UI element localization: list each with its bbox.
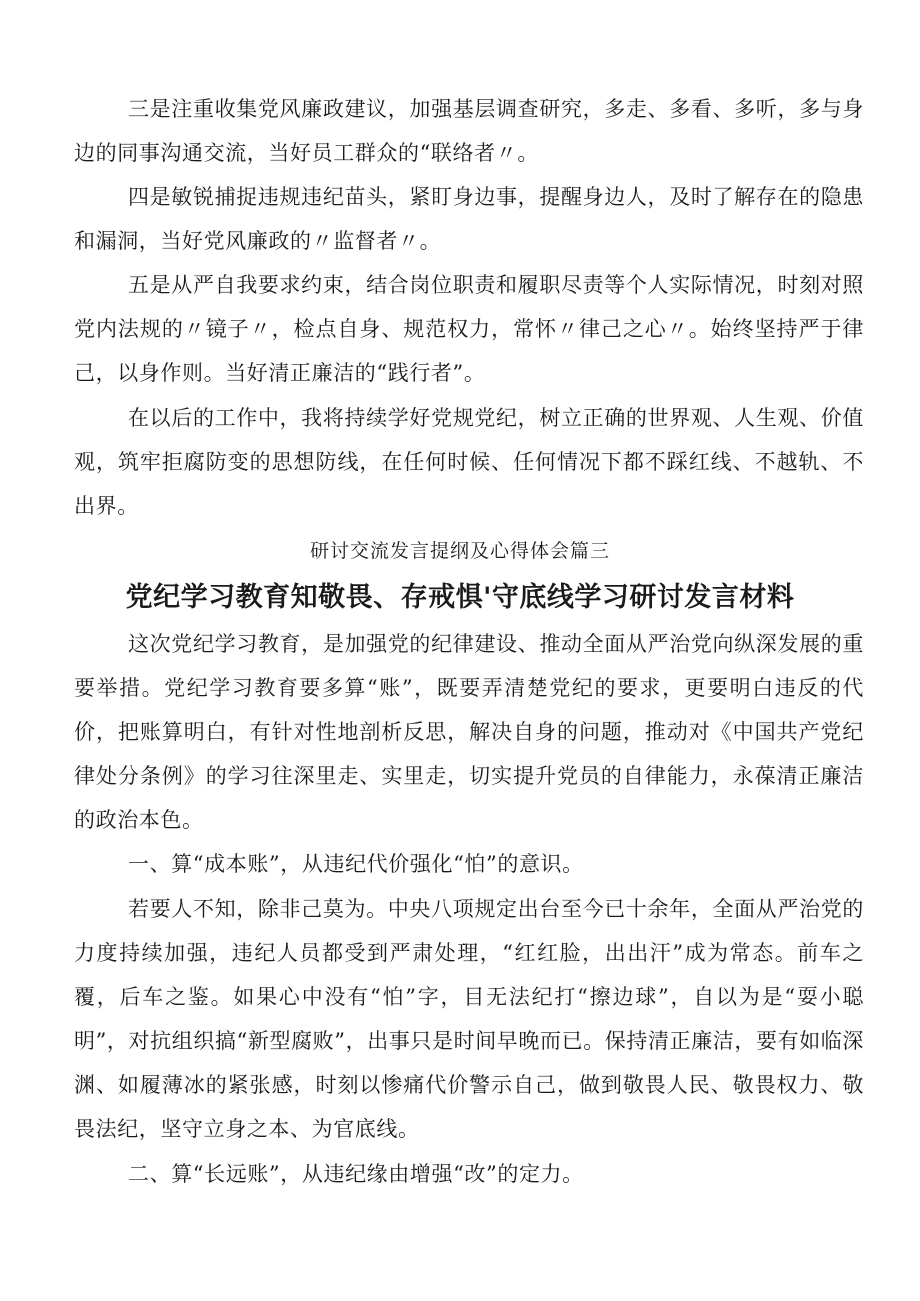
paragraph-practitioner: 五是从严自我要求约束，结合岗位职责和履职尽责等个人实际情况，时刻对照党内法规的〃镜子〃，检点自身、规范权力，常怀〃律己之心〃。始终坚持严于律己，以身作则。当好清正廉洁的“践行者”。 bbox=[74, 273, 864, 385]
paragraph-future-work: 在以后的工作中，我将持续学好党规党纪，树立正确的世界观、人生观、价值观，筑牢拒腐防变的思想防线，在任何时候、任何情况下都不踩红线、不越轨、不出界。 bbox=[74, 406, 864, 518]
paragraph-liaison: 三是注重收集党风廉政建议，加强基层调查研究，多走、多看、多听，多与身边的同事沟通交流，当好员工群众的“联络者〃。 bbox=[74, 97, 864, 165]
article-title: 党纪学习教育知敬畏、存戒惧'守底线学习研讨发言材料 bbox=[125, 582, 795, 613]
section-heading-long-term-account: 二、算“长远账”，从违纪缘由增强“改”的定力。 bbox=[128, 1162, 584, 1186]
paragraph-introduction: 这次党纪学习教育，是加强党的纪律建设、推动全面从严治党向纵深发展的重要举措。党纪学习教育要多算“账”，既要弄清楚党纪的要求，更要明白违反的代价，把账算明白，有针对性地剖析反思，解决自身的问题，推动对《中国共产党纪律处分条例》的学习往深里走、实里走，切实提升党员的自律能力，永葆清正廉洁的政治本色。 bbox=[74, 632, 864, 832]
paragraph-cost-account: 若要人不知，除非己莫为。中央八项规定出台至今已十余年，全面从严治党的力度持续加强，违纪人员都受到严肃处理，“红红脸，出出汗”成为常态。前车之覆，后车之鉴。如果心中没有“怕”字，目无法纪打“擦边球”，自以为是“耍小聪明”，对抗组织搞“新型腐败”，出事只是时间早晚而已。保持清正廉洁，要有如临深渊、如履薄冰的紧张感，时刻以惨痛代价警示自己，做到敬畏人民、敬畏权力、敬畏法纪，坚守立身之本、为官底线。 bbox=[74, 897, 865, 1141]
section-subheading: 研讨交流发言提纲及心得体会篇三 bbox=[309, 540, 610, 562]
paragraph-supervisor: 四是敏锐捕捉违规违纪苗头，紧盯身边事，提醒身边人，及时了解存在的隐患和漏洞，当好党风廉政的〃监督者〃。 bbox=[74, 185, 864, 253]
section-heading-cost-account: 一、算“成本账”，从违纪代价强化“怕”的意识。 bbox=[128, 852, 584, 876]
